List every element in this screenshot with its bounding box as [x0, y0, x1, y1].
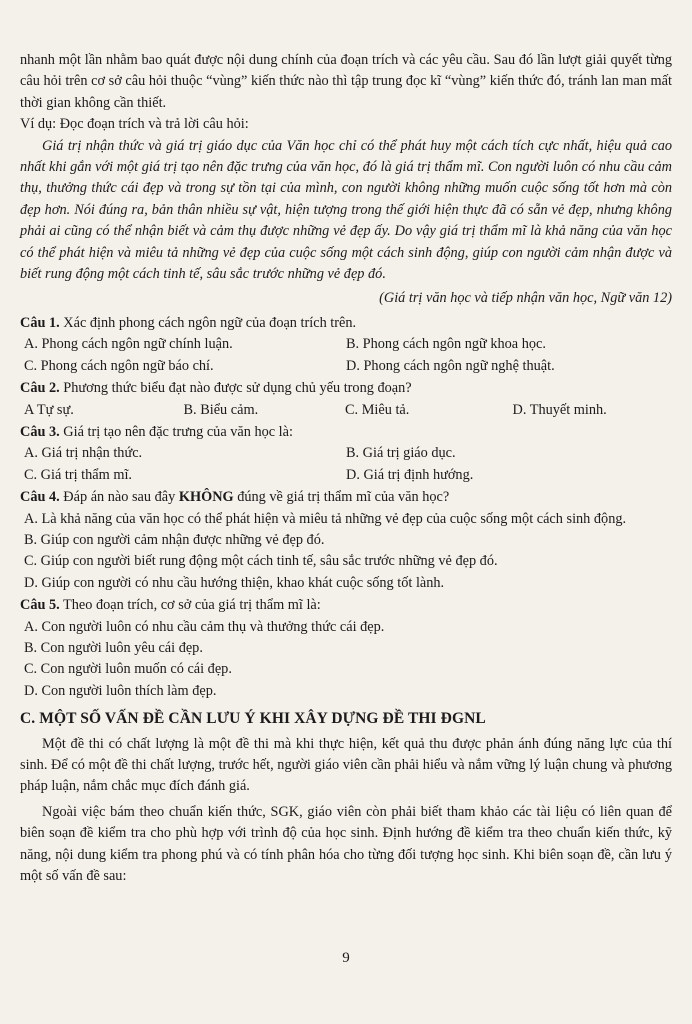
question-label: Câu 4. — [20, 489, 60, 506]
question-3 — [20, 422, 672, 486]
page-number: 9 — [342, 950, 350, 966]
question-5 — [20, 595, 672, 702]
question-text-post: đúng về giá trị thẩm mĩ của văn học? — [233, 489, 450, 506]
section-paragraph-2: Ngoài việc bám theo chuẩn kiến thức, SGK, giáo viên còn phải biết tham khảo các tài liệu có liên quan để biên soạn đề kiểm tra cho phù hợp với trình độ của học sinh. Định hướng đề kiểm tra theo chuẩn kiến thức, kỹ năng, nội dung kiểm tra phong phú và có tính phân hóa cho từng đối tượng học sinh. Khi biên soạn đề, cần lưu ý một số vấn đề sau: — [20, 803, 672, 885]
option-d: D. Thuyết minh. — [512, 401, 607, 418]
option-a: A. Con người luôn có nhu cầu cảm thụ và thưởng thức cái đẹp. — [24, 618, 385, 635]
question-1 — [20, 313, 672, 377]
option-a: A. Giá trị nhận thức. — [24, 445, 143, 462]
excerpt-passage: Giá trị nhận thức và giá trị giáo dục của Văn học chỉ có thể phát huy một cách tích cực nhất, hiệu quả cao nhất khi gắn với một giá trị tạo nên đặc trưng của văn học, đó là giá trị thẩm mĩ. Con người luôn có nhu cầu cảm thụ, thưởng thức cái đẹp và trong sự tồn tại của mình, con người không những muốn cuộc sống tốt hơn mà còn đẹp hơn. Nói đúng ra, bản thân nhiều sự vật, hiện tượng trong thế giới hiện thực đã có sẵn vẻ đẹp, nhưng không phải ai cũng có thể nhận biết và cảm thụ được những vẻ đẹp ấy. Do vậy giá trị thẩm mĩ là khả năng của văn học có thể phát hiện và miêu tả những vẻ đẹp của cuộc sống một cách sinh động, giúp con người cảm nhận được và biết rung động một cách tinh tế, sâu sắc trước những vẻ đẹp đó. — [20, 137, 672, 283]
option-c: C. Giúp con người biết rung động một cách tinh tế, sâu sắc trước những vẻ đẹp đó. — [24, 553, 498, 570]
question-text: Theo đoạn trích, cơ sở của giá trị thẩm mĩ là: — [59, 597, 321, 614]
question-text-pre: Đáp án nào sau đây — [59, 489, 179, 506]
option-d: D. Giá trị định hướng. — [346, 466, 474, 483]
excerpt-source: (Giá trị văn học và tiếp nhận văn học, Ngữ văn 12) — [379, 290, 672, 307]
option-d: D. Giúp con người có nhu cầu hướng thiện, khao khát cuộc sống tốt lành. — [24, 574, 445, 591]
option-c: C. Con người luôn muốn có cái đẹp. — [24, 661, 232, 678]
question-text: Phương thức biểu đạt nào được sử dụng chủ yếu trong đoạn? — [59, 380, 412, 397]
question-2 — [20, 378, 672, 421]
question-label: Câu 1. — [20, 314, 60, 331]
question-label: Câu 5. — [20, 597, 60, 614]
option-b: B. Phong cách ngôn ngữ khoa học. — [346, 336, 546, 353]
question-text-emphasis: KHÔNG — [178, 489, 234, 506]
option-b: B. Biểu cảm. — [183, 401, 259, 418]
question-label: Câu 2. — [20, 380, 60, 397]
question-text: Giá trị tạo nên đặc trưng của văn học là: — [59, 423, 293, 440]
example-label: Ví dụ: Đọc đoạn trích và trả lời câu hỏi: — [20, 116, 249, 133]
option-a: A. Phong cách ngôn ngữ chính luận. — [24, 336, 233, 353]
option-d: D. Con người luôn thích làm đẹp. — [24, 682, 217, 699]
option-b: B. Con người luôn yêu cái đẹp. — [24, 639, 203, 656]
question-4 — [20, 487, 672, 594]
question-label: Câu 3. — [20, 423, 60, 440]
option-a: A. Là khả năng của văn học có thể phát hiện và miêu tả những vẻ đẹp của cuộc sống một cách sinh động. — [24, 510, 627, 527]
intro-paragraph: nhanh một lần nhằm bao quát được nội dung chính của đoạn trích và các yêu cầu. Sau đó lần lượt giải quyết từng câu hỏi trên cơ sở câu hỏi thuộc “vùng” kiến thức nào thì tập trung đọc kĩ “vùng” kiến thức đó, tránh lan man mất thời gian không cần thiết. — [20, 52, 672, 111]
option-a: A Tự sự. — [24, 401, 74, 418]
option-c: C. Phong cách ngôn ngữ báo chí. — [24, 357, 214, 374]
section-paragraph-1: Một đề thi có chất lượng là một đề thi mà khi thực hiện, kết quả thu được phản ánh đúng năng lực của thí sinh. Để có một đề thi chất lượng, trước hết, người giáo viên cần phải hiểu và nắm vững lý luận chung và phương pháp luận, nắm chắc mục đích đánh giá. — [20, 735, 672, 795]
option-c: C. Miêu tả. — [345, 401, 410, 418]
option-d: D. Phong cách ngôn ngữ nghệ thuật. — [346, 357, 555, 374]
section-heading: C. MỘT SỐ VẤN ĐỀ CẦN LƯU Ý KHI XÂY DỰNG ĐỀ THI ĐGNL — [20, 710, 486, 728]
option-c: C. Giá trị thẩm mĩ. — [24, 466, 133, 483]
option-b: B. Giúp con người cảm nhận được những vẻ đẹp đó. — [24, 531, 325, 548]
page-content — [20, 50, 672, 887]
option-b: B. Giá trị giáo dục. — [346, 445, 456, 462]
question-text: Xác định phong cách ngôn ngữ của đoạn trích trên. — [59, 314, 357, 331]
